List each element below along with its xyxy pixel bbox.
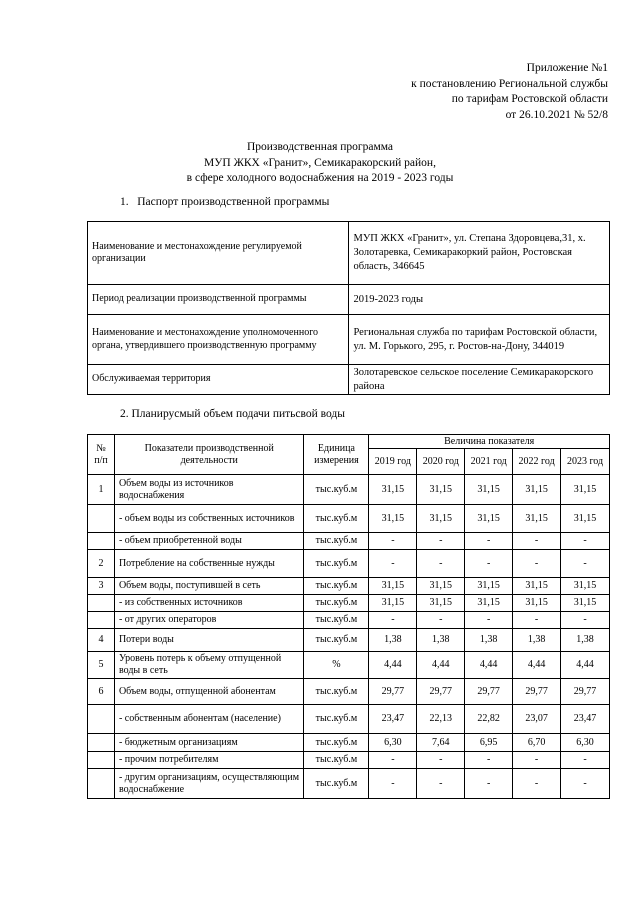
header-year: 2020 год <box>417 449 465 475</box>
row-indicator: - объем воды из собственных источников <box>114 505 304 533</box>
row-value: 29,77 <box>561 679 610 705</box>
row-value: - <box>561 769 610 799</box>
row-indicator: - из собственных источников <box>114 595 304 612</box>
row-value: 6,70 <box>513 734 561 752</box>
header-indicator: Показатели производственной деятельности <box>114 435 304 475</box>
table-row <box>88 475 610 505</box>
row-value: - <box>561 752 610 769</box>
row-unit: тыс.куб.м <box>304 612 369 629</box>
row-unit: тыс.куб.м <box>304 578 369 595</box>
passport-label: Обслуживаемая территория <box>88 365 349 395</box>
table-row <box>88 679 610 705</box>
passport-label: Наименование и местонахождение уполномоченного органа, утвердившего производственную программу <box>88 315 349 365</box>
row-value: 29,77 <box>513 679 561 705</box>
table-row <box>88 705 610 734</box>
row-value: 6,30 <box>369 734 417 752</box>
row-value: 4,44 <box>465 652 513 679</box>
row-indicator: Потери воды <box>114 629 304 652</box>
appendix-line: Приложение №1 <box>526 62 608 74</box>
row-unit: тыс.куб.м <box>304 679 369 705</box>
row-indicator: - другим организациям, осуществляющим водоснабжение <box>114 769 304 799</box>
row-value: 31,15 <box>369 505 417 533</box>
row-unit: тыс.куб.м <box>304 595 369 612</box>
row-num <box>88 705 115 734</box>
passport-value: Золотаревское сельское поселение Семикаракорского района <box>349 365 610 395</box>
row-value: - <box>465 769 513 799</box>
appendix-block <box>411 61 608 123</box>
row-value: 31,15 <box>465 505 513 533</box>
row-value: 29,77 <box>465 679 513 705</box>
row-unit: тыс.куб.м <box>304 550 369 578</box>
row-unit: тыс.куб.м <box>304 752 369 769</box>
table-row <box>88 612 610 629</box>
row-unit: тыс.куб.м <box>304 533 369 550</box>
header-unit: Единица измерения <box>304 435 369 475</box>
row-value: 31,15 <box>417 475 465 505</box>
row-value: - <box>417 612 465 629</box>
row-unit: тыс.куб.м <box>304 629 369 652</box>
section-2-heading: 2. Планирусмый объем подачи питьсвой воды <box>120 408 346 420</box>
row-value: - <box>465 612 513 629</box>
row-value: - <box>465 533 513 550</box>
row-value: - <box>513 533 561 550</box>
row-num <box>88 752 115 769</box>
row-value: 31,15 <box>417 578 465 595</box>
row-value: - <box>561 612 610 629</box>
row-value: 31,15 <box>561 505 610 533</box>
title-line: в сфере холодного водоснабжения на 2019 - 2023 годы <box>186 172 454 184</box>
row-num <box>88 595 115 612</box>
row-value: 31,15 <box>513 595 561 612</box>
passport-row <box>88 315 610 365</box>
row-value: 29,77 <box>369 679 417 705</box>
row-value: - <box>513 769 561 799</box>
table-row <box>88 734 610 752</box>
row-unit: % <box>304 652 369 679</box>
row-num <box>88 533 115 550</box>
row-value: 31,15 <box>369 595 417 612</box>
passport-label: Период реализации производственной программы <box>88 285 349 315</box>
row-num: 6 <box>88 679 115 705</box>
appendix-line: к постановлению Региональной службы <box>411 77 608 90</box>
table-row <box>88 752 610 769</box>
row-value: 22,13 <box>417 705 465 734</box>
table-row <box>88 533 610 550</box>
row-indicator: - собственным абонентам (население) <box>114 705 304 734</box>
row-value: - <box>417 769 465 799</box>
row-value: 4,44 <box>369 652 417 679</box>
row-value: - <box>465 550 513 578</box>
passport-value: МУП ЖКХ «Гранит», ул. Степана Здоровцева,31, х. Золотаревка, Семикаракоркий район, Ростовская область, 346645 <box>349 222 610 285</box>
title-line: МУП ЖКХ «Гранит», Семикаракорский район, <box>204 156 436 169</box>
row-value: 1,38 <box>561 629 610 652</box>
row-indicator: - прочим потребителям <box>114 752 304 769</box>
row-indicator: Уровень потерь к объему отпущенной воды в сеть <box>114 652 304 679</box>
row-value: 31,15 <box>369 475 417 505</box>
row-value: - <box>465 752 513 769</box>
row-indicator: Объем воды, поступившей в сеть <box>114 578 304 595</box>
row-value: 4,44 <box>417 652 465 679</box>
header-num: № п/п <box>88 435 115 475</box>
row-value: 31,15 <box>513 505 561 533</box>
header-year: 2023 год <box>561 449 610 475</box>
table-row <box>88 550 610 578</box>
row-num <box>88 734 115 752</box>
row-value: 1,38 <box>465 629 513 652</box>
row-value: 7,64 <box>417 734 465 752</box>
table-row <box>88 769 610 799</box>
passport-row <box>88 365 610 395</box>
header-row <box>88 435 610 449</box>
passport-row <box>88 285 610 315</box>
row-value: 4,44 <box>561 652 610 679</box>
row-value: 23,47 <box>369 705 417 734</box>
row-num <box>88 505 115 533</box>
table-row <box>88 629 610 652</box>
row-value: 6,30 <box>561 734 610 752</box>
row-unit: тыс.куб.м <box>304 705 369 734</box>
row-value: 31,15 <box>417 505 465 533</box>
row-value: 29,77 <box>417 679 465 705</box>
row-value: 31,15 <box>465 578 513 595</box>
row-indicator: - объем приобретенной воды <box>114 533 304 550</box>
row-num: 2 <box>88 550 115 578</box>
table-row <box>88 578 610 595</box>
row-value: - <box>417 533 465 550</box>
row-value: 31,15 <box>465 475 513 505</box>
row-value: 31,15 <box>513 578 561 595</box>
table-row <box>88 595 610 612</box>
row-value: - <box>417 752 465 769</box>
table-row <box>88 505 610 533</box>
row-value: 1,38 <box>369 629 417 652</box>
header-year: 2019 год <box>369 449 417 475</box>
row-value: 1,38 <box>417 629 465 652</box>
row-value: 31,15 <box>561 578 610 595</box>
row-value: - <box>369 612 417 629</box>
row-value: 31,15 <box>465 595 513 612</box>
row-num: 1 <box>88 475 115 505</box>
row-value: - <box>369 752 417 769</box>
passport-table <box>87 221 610 395</box>
row-value: - <box>513 550 561 578</box>
appendix-line: от 26.10.2021 № 52/8 <box>505 108 608 121</box>
row-value: 23,47 <box>561 705 610 734</box>
row-value: - <box>369 769 417 799</box>
row-indicator: - от других операторов <box>114 612 304 629</box>
row-value: 31,15 <box>513 475 561 505</box>
row-value: - <box>417 550 465 578</box>
passport-label: Наименование и местонахождение регулируемой организации <box>88 222 349 285</box>
row-value: - <box>513 612 561 629</box>
row-value: 31,15 <box>417 595 465 612</box>
row-num <box>88 769 115 799</box>
row-indicator: Объем воды из источников водоснабжения <box>114 475 304 505</box>
row-value: 31,15 <box>369 578 417 595</box>
row-value: - <box>369 550 417 578</box>
table-row <box>88 652 610 679</box>
row-indicator: - бюджетным организациям <box>114 734 304 752</box>
volume-table <box>87 434 610 799</box>
row-unit: тыс.куб.м <box>304 505 369 533</box>
appendix-line: по тарифам Ростовской области <box>451 93 608 105</box>
row-num: 3 <box>88 578 115 595</box>
row-value: - <box>513 752 561 769</box>
row-unit: тыс.куб.м <box>304 734 369 752</box>
row-value: 31,15 <box>561 595 610 612</box>
row-value: 6,95 <box>465 734 513 752</box>
row-num: 5 <box>88 652 115 679</box>
title-line: Производственная программа <box>246 141 394 153</box>
passport-value: Региональная служба по тарифам Ростовской области, ул. М. Горького, 295, г. Ростов-на-Дону, 344019 <box>349 315 610 365</box>
header-year: 2022 год <box>513 449 561 475</box>
section-1-heading: 1. Паспорт производственной программы <box>120 196 330 208</box>
passport-value: 2019-2023 годы <box>349 285 610 315</box>
row-value: 1,38 <box>513 629 561 652</box>
row-value: - <box>561 550 610 578</box>
row-value: 22,82 <box>465 705 513 734</box>
header-value: Величина показателя <box>369 435 610 449</box>
row-value: 31,15 <box>561 475 610 505</box>
row-value: 23,07 <box>513 705 561 734</box>
row-value: - <box>369 533 417 550</box>
row-indicator: Потребление на собственные нужды <box>114 550 304 578</box>
row-num: 4 <box>88 629 115 652</box>
document-title <box>0 140 640 187</box>
row-unit: тыс.куб.м <box>304 769 369 799</box>
row-num <box>88 612 115 629</box>
row-value: - <box>561 533 610 550</box>
passport-row <box>88 222 610 285</box>
row-indicator: Объем воды, отпущенной абонентам <box>114 679 304 705</box>
header-year: 2021 год <box>465 449 513 475</box>
row-value: 4,44 <box>513 652 561 679</box>
row-unit: тыс.куб.м <box>304 475 369 505</box>
